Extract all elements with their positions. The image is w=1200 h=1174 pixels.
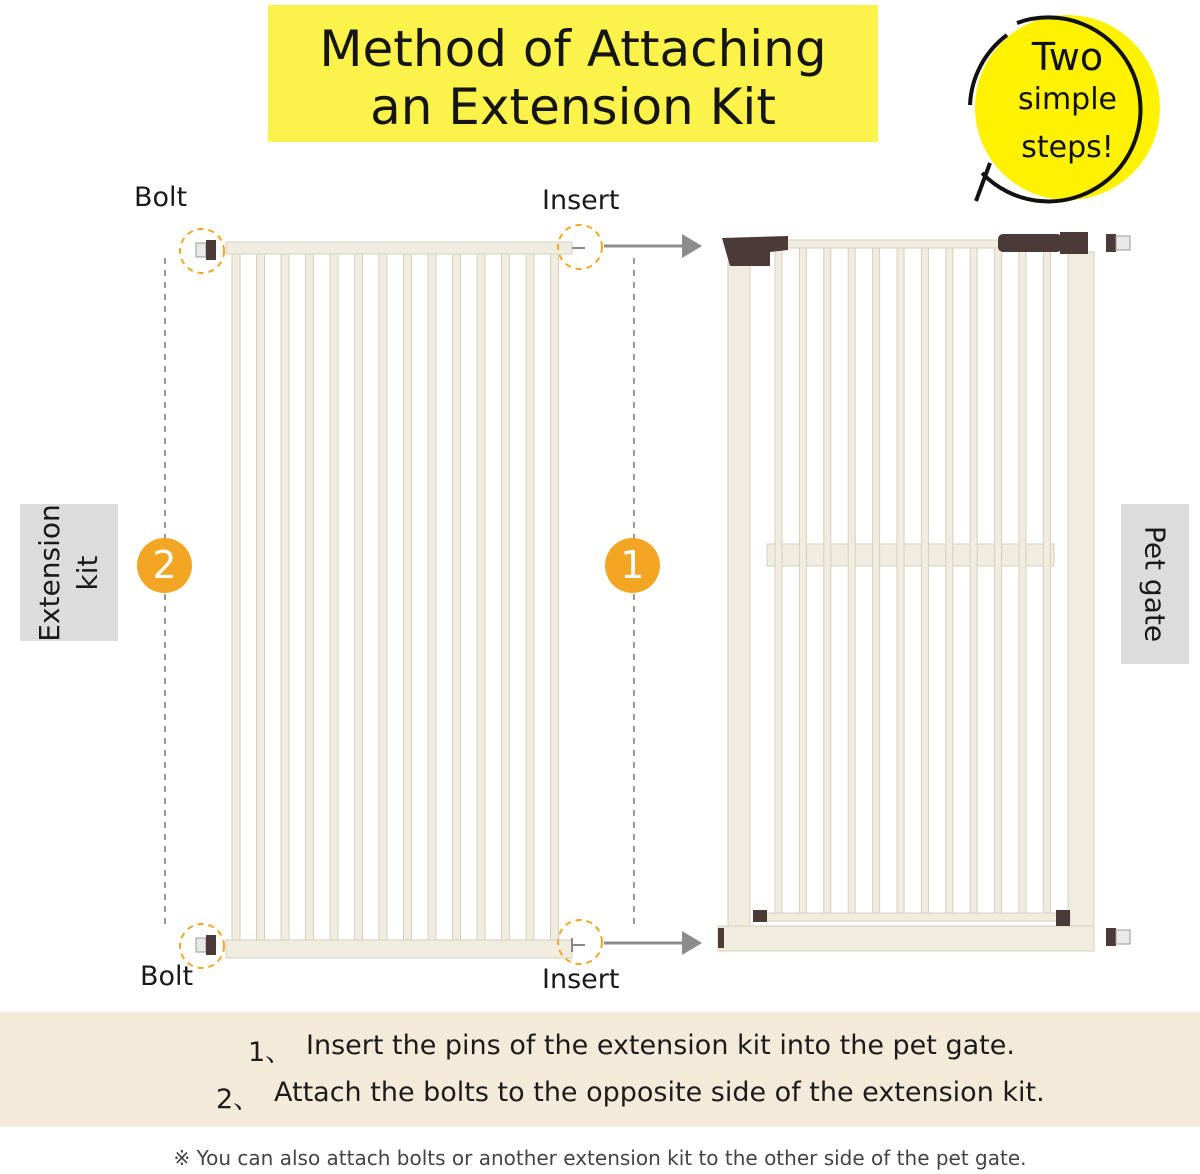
extension-label-line-2: kit: [71, 555, 104, 590]
gate-bar: [551, 254, 559, 940]
instruction-2-text: Attach the bolts to the opposite side of the extension kit.: [274, 1077, 1045, 1108]
badge-line-3: steps!: [1021, 130, 1114, 165]
gate-bar: [848, 248, 855, 913]
arrow-top-icon: [604, 234, 702, 258]
pet-gate-drawing: [718, 232, 1130, 951]
gate-bar: [873, 248, 880, 913]
gate-bar: [775, 248, 782, 913]
gate-bar: [1043, 248, 1050, 913]
gate-bar: [404, 254, 412, 940]
gate-bar: [355, 254, 363, 940]
gate-bar: [428, 254, 436, 940]
gate-bar: [824, 248, 831, 913]
title-line-1: Method of Attaching: [319, 20, 827, 78]
gate-bar: [502, 254, 510, 940]
gate-bar: [330, 254, 338, 940]
gate-bar: [1019, 248, 1026, 913]
arrow-bottom-icon: [604, 931, 702, 955]
step-1-circle: 1: [605, 538, 660, 593]
extension-kit-drawing: [226, 242, 572, 958]
instruction-1-text: Insert the pins of the extension kit into the pet gate.: [306, 1030, 1015, 1061]
gate-bar: [526, 254, 534, 940]
badge-line-1: Two: [1031, 35, 1104, 79]
gate-bar: [281, 254, 289, 940]
gate-bar: [257, 254, 265, 940]
gate-bar: [306, 254, 314, 940]
pet-gate-label: [1121, 504, 1189, 664]
bolt-top-icon: [180, 229, 224, 273]
gate-bar: [946, 248, 953, 913]
gate-bar: [799, 248, 806, 913]
gate-bar: [921, 248, 928, 913]
gate-bar: [897, 248, 904, 913]
step-2-circle: 2: [137, 538, 192, 593]
gate-bar: [379, 254, 387, 940]
badge-line-2: simple: [1017, 82, 1118, 117]
extension-bars: [232, 254, 559, 940]
gate-bars: [775, 248, 1050, 913]
gate-bar: [232, 254, 240, 940]
pet-gate-label-text: Pet gate: [1138, 525, 1172, 643]
extension-label-line-1: Extension: [33, 503, 66, 642]
gate-bar: [477, 254, 485, 940]
gate-bar: [453, 254, 461, 940]
gate-bar: [970, 248, 977, 913]
bolt-bottom-label: Bolt: [140, 961, 194, 992]
insert-top-label: Insert: [542, 185, 620, 216]
title-line-2: an Extension Kit: [370, 78, 776, 136]
bolt-top-label: Bolt: [134, 182, 188, 213]
instruction-2-number: 2、: [216, 1084, 261, 1115]
gate-bar: [995, 248, 1002, 913]
extension-kit-label: [20, 504, 118, 641]
footnote: ※ You can also attach bolts or another extension kit to the other side of the pet gate.: [173, 1146, 1027, 1170]
insert-bottom-label: Insert: [542, 964, 620, 995]
instruction-1-number: 1、: [248, 1037, 293, 1068]
